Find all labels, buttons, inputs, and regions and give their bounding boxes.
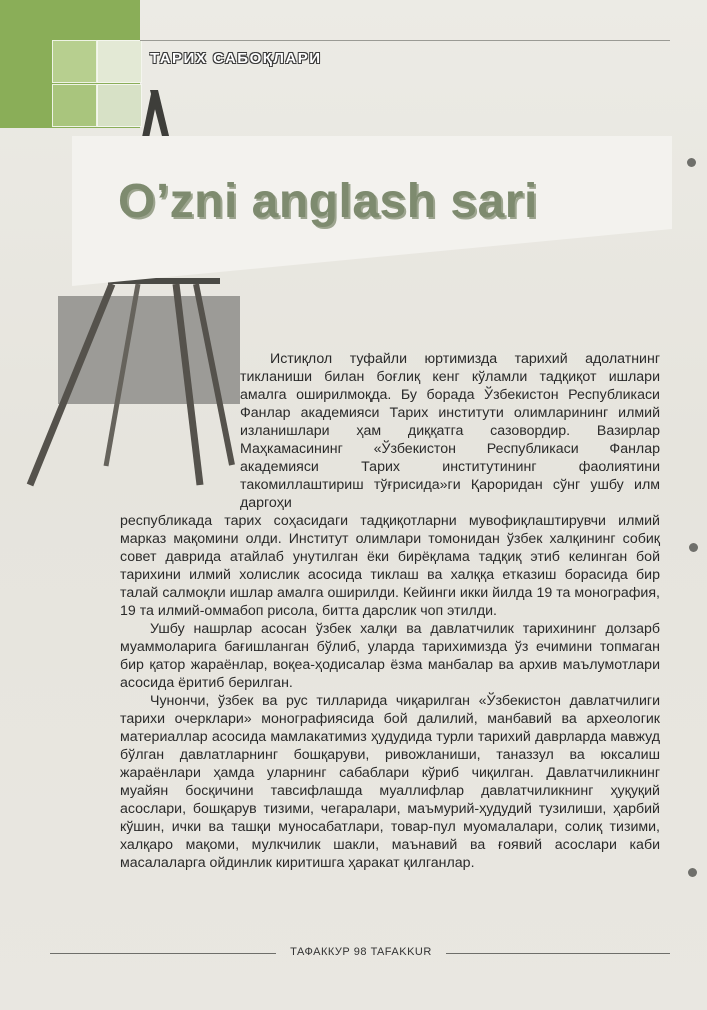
body-paragraph: Ушбу нашрлар асосан ўзбек халқи ва давлатчилик тарихининг долзарб муаммоларига бағишланган бўлиб, уларда тарихимизда ўз ечимини топмаган бир қатор жараёнлар, воқеа-ҳодисалар ёзма манбалар ва архив маълумотлари асосида ёритиб берилган. <box>120 621 660 691</box>
decor-square <box>52 40 97 83</box>
header-rule <box>140 40 670 41</box>
footer-rule <box>446 953 670 954</box>
section-label: ТАРИХ САБОҚЛАРИ <box>150 50 322 67</box>
footer-rule <box>50 953 276 954</box>
binder-hole-icon <box>688 868 697 877</box>
body-paragraph: республикада тарих соҳасидаги тадқиқотларни мувофиқлаштирувчи илмий марказ мақомини олди. Институт олимлари томонидан ўзбек халқининг собиқ совет даврида атайлаб унутилган ёки бирёқлама тадқиқ этиб келинган бой тарихини илмий холислик асосида тиклаш ва халққа етказиш борасида бир талай салмоқли ишлар амалга оширилди. Кейинги икки йилда 19 та монография, 19 та илмий-оммабоп рисола, битта дарслик чоп этилди. <box>120 513 660 619</box>
decor-square <box>97 40 142 83</box>
page-footer <box>50 942 670 966</box>
article-body <box>120 512 660 872</box>
footer-text: ТАФАККУР 98 TAFAKKUR <box>290 946 432 958</box>
article-title: O’zni anglash sari <box>118 175 538 228</box>
body-paragraph: Чунончи, ўзбек ва рус тилларида чиқарилган «Ўзбекистон давлатчилиги тарихи очерклари» монографиясида бой далилий, манбавий ва археологик материаллар асосида мамлакатимиз ҳудудида турли тарихий даврларда мавжуд бўлган давлатларнинг бошқаруви, ривожланиши, таназзул ва юксалиш жараёнлари ҳамда уларнинг сабаблари кўриб чиқилган. Давлатчиликнинг муайян босқичини тавсифлашда муаллифлар давлатчиликнинг ҳуқуқий асослари, бошқарув тизими, чегаралари, маъмурий-ҳудудий тузилиши, ҳарбий кўшин, ички ва ташқи муносабатлари, товар-пул муомалалари, солиқ тизими, халқаро мақоми, мулкчилик шакли, маънавий ва ғоявий асослари каби масалаларга ойдинлик киритишга ҳаракат қилганлар. <box>120 693 660 871</box>
binder-hole-icon <box>687 158 696 167</box>
binder-hole-icon <box>689 543 698 552</box>
intro-paragraph: Истиқлол туфайли юртимизда тарихий адолатнинг тикланиши билан боғлиқ кенг кўламли тадқиқот ишлари амалга оширилмоқда. Бу борада Ўзбекистон Республикаси Фанлар академияси Тарих институти олимларининг илмий изланишлари ҳам диққатга сазовордир. Вазирлар Маҳкамасининг «Ўзбекистон Республикаси Фанлар академияси Тарих институтининг фаолиятини такомиллаштириш тўғрисида»ги Қароридан сўнг ушбу илм даргоҳи <box>240 351 660 511</box>
